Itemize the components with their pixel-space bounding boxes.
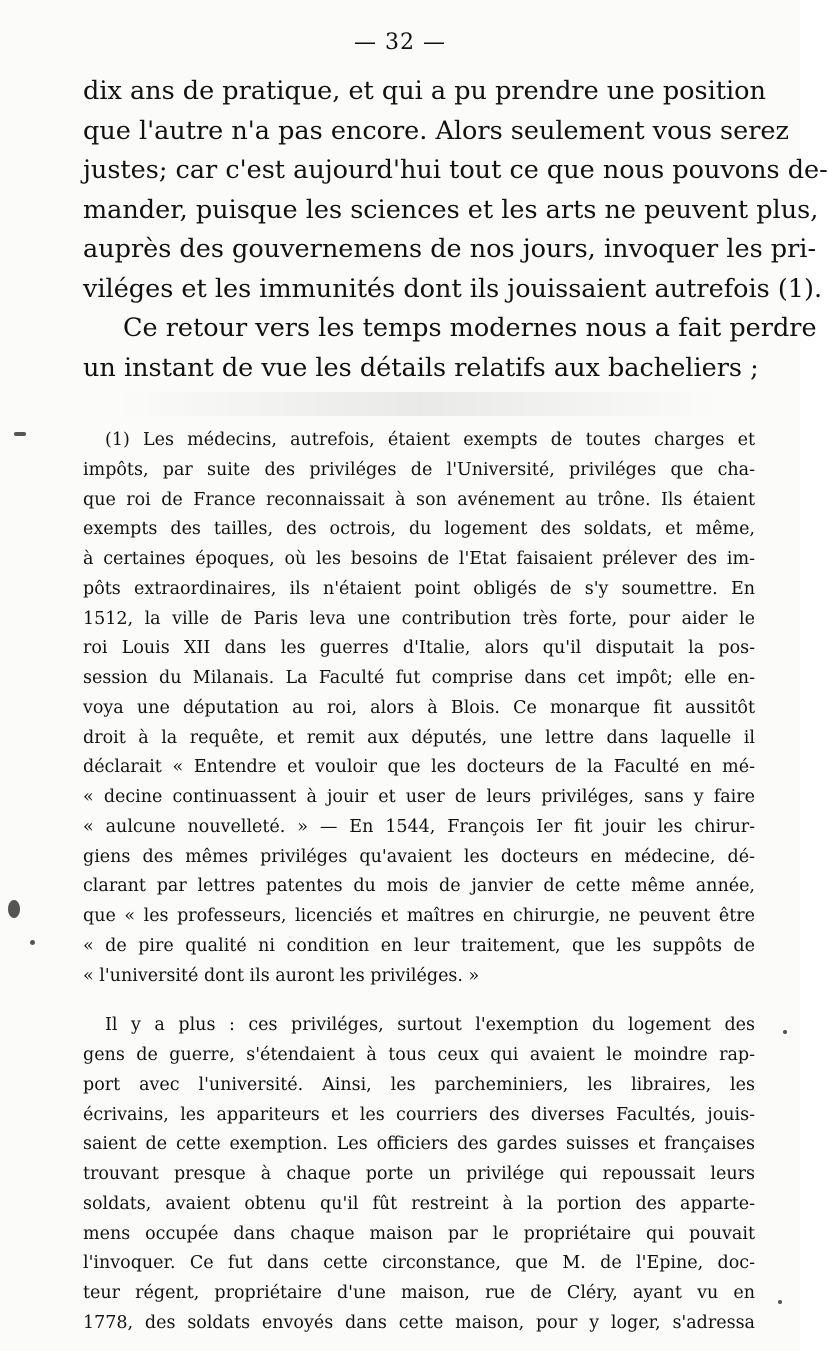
footnote-line: déclarait « Entendre et vouloir que les docteurs de la Faculté en mé- [83,757,755,778]
continuation-line: port avec l'université. Ainsi, les parcheminiers, les libraires, les [83,1074,755,1095]
main-text-block [83,72,828,388]
footnote-line: droit à la requête, et remit aux députés, une lettre dans laquelle il [83,727,755,748]
main-text-line: viléges et les immunités dont ils jouissaient autrefois (1). [83,273,823,304]
continuation-line: Il y a plus : ces priviléges, surtout l'exemption du logement des [105,1015,755,1036]
main-text-line: Ce retour vers les temps modernes nous a fait perdre [123,313,817,343]
continuation-line: soldats, avaient obtenu qu'il fût restreint à la portion des apparte- [83,1193,755,1214]
footnote-block [83,426,755,1339]
main-text-line: justes; car c'est aujourd'hui tout ce que nous pouvons de- [83,155,828,185]
footnote-line: que « les professeurs, licenciés et maîtres en chirurgie, ne peuvent être [83,906,755,926]
footnote-line: impôts, par suite des priviléges de l'Université, priviléges que cha- [83,459,755,480]
continuation-line: trouvant presque à chaque porte un privilége qui repoussait leurs [83,1164,755,1184]
footnote-line: 1512, la ville de Paris leva une contribution très forte, pour aider le [83,608,755,629]
main-text-line: mander, puisque les sciences et les arts ne peuvent plus, [83,194,819,225]
continuation-line: 1778, des soldats envoyés dans cette maison, pour y loger, s'adressa [83,1312,755,1333]
footnote-line: exempts des tailles, des octrois, du logement des soldats, et même, [83,519,755,540]
main-text-line: un instant de vue les détails relatifs aux bacheliers ; [83,352,759,383]
ink-speck [783,1030,787,1034]
footnote-line: pôts extraordinaires, ils n'étaient point obligés de s'y soumettre. En [83,578,755,599]
footnote-line: session du Milanais. La Faculté fut comprise dans cet impôt; elle en- [83,668,755,688]
footnote-line: à certaines époques, où les besoins de l'Etat faisaient prélever des im- [83,549,755,569]
main-text-line: dix ans de pratique, et qui a pu prendre une position [83,76,766,106]
footnote-line: clarant par lettres patentes du mois de janvier de cette même année, [83,876,755,897]
footnote-line: (1) Les médecins, autrefois, étaient exempts de toutes charges et [105,430,755,450]
footnote-line: « decine continuassent à jouir et user de leurs priviléges, sans y faire [83,787,755,807]
bleed-through-shadow [120,392,720,416]
footnote-line: « de pire qualité ni condition en leur traitement, que les suppôts de [83,935,755,956]
footnote-line: giens des mêmes priviléges qu'avaient les docteurs en médecine, dé- [83,846,755,867]
ink-speck [14,432,26,436]
continuation-line: mens occupée dans chaque maison par le propriétaire qui pouvait [83,1223,755,1244]
continuation-line: l'invoquer. Ce fut dans cette circonstance, que M. de l'Epine, doc- [83,1253,755,1274]
continuation-line: teur régent, propriétaire d'une maison, rue de Cléry, ayant vu en [83,1283,755,1303]
page-number: — 32 — [354,30,446,55]
main-text-line: auprès des gouvernemens de nos jours, invoquer les pri- [83,234,817,264]
main-text-line: que l'autre n'a pas encore. Alors seulement vous serez [83,115,789,146]
ink-speck [30,940,35,945]
paragraph-gap [83,991,755,1011]
continuation-line: gens de guerre, s'étendaient à tous ceux qui avaient le moindre rap- [83,1045,755,1065]
continuation-line: écrivains, les appariteurs et les courriers des diverses Facultés, jouis- [83,1104,755,1125]
footnote-line: que roi de France reconnaissait à son avénement au trône. Ils étaient [83,489,755,510]
footnote-line: « l'université dont ils auront les priviléges. » [83,965,480,986]
ink-speck [778,1300,782,1304]
ink-speck [8,900,20,918]
footnote-line: roi Louis XII dans les guerres d'Italie, alors qu'il disputait la pos- [83,638,755,659]
footnote-line: voya une députation au roi, alors à Blois. Ce monarque fit aussitôt [83,697,755,718]
continuation-line: saient de cette exemption. Les officiers des gardes suisses et françaises [83,1134,755,1155]
footnote-line: « aulcune nouvelleté. » — En 1544, François Ier fit jouir les chirur- [83,816,755,837]
